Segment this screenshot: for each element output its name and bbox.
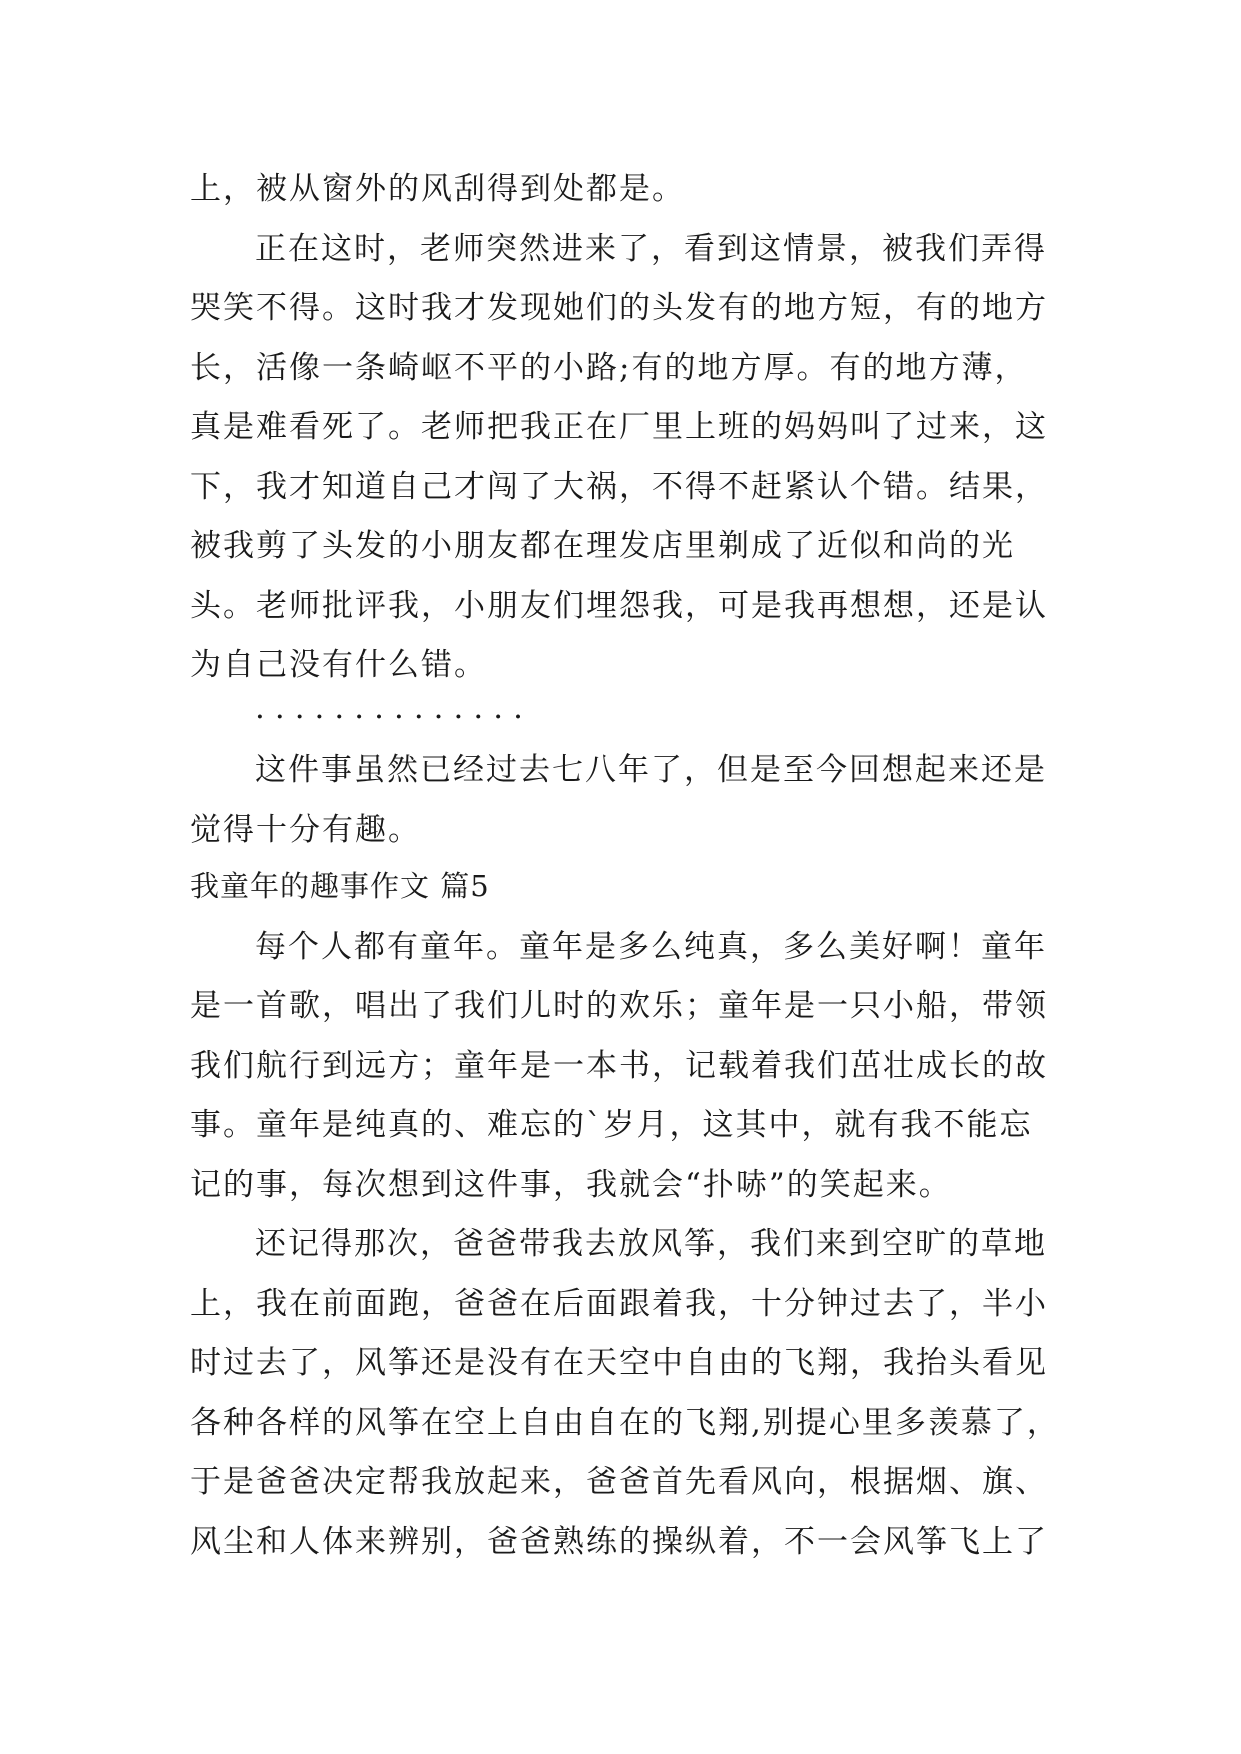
paragraph-line: 觉得十分有趣。 — [190, 812, 421, 848]
paragraph-line: 记的事，每次想到这件事，我就会“扑哧”的笑起来。 — [190, 1167, 952, 1203]
section-heading: 我童年的趣事作文 篇5 — [190, 869, 490, 903]
paragraph-line: 真是难看死了。老师把我正在厂里上班的妈妈叫了过来，这 — [190, 409, 1048, 445]
paragraph-line: 下，我才知道自己才闯了大祸，不得不赶紧认个错。结果， — [190, 469, 1048, 505]
paragraph-line: 长，活像一条崎岖不平的小路;有的地方厚。有的地方薄， — [190, 350, 1028, 386]
paragraph-line: 上，被从窗外的风刮得到处都是。 — [190, 171, 685, 207]
paragraph-line: 为自己没有什么错。 — [190, 647, 487, 683]
paragraph-line: 正在这时，老师突然进来了，看到这情景，被我们弄得 — [255, 231, 1047, 267]
paragraph-line: 每个人都有童年。童年是多么纯真，多么美好啊！童年 — [255, 929, 1047, 965]
paragraph-line: 这件事虽然已经过去七八年了，但是至今回想起来还是 — [255, 752, 1047, 788]
paragraph-line: 哭笑不得。这时我才发现她们的头发有的地方短，有的地方 — [190, 290, 1048, 326]
paragraph-line: 是一首歌，唱出了我们儿时的欢乐；童年是一只小船，带领 — [190, 988, 1048, 1024]
paragraph-line: 事。童年是纯真的、难忘的`岁月，这其中，就有我不能忘 — [190, 1107, 1033, 1143]
paragraph-line: 各种各样的风筝在空上自由自在的飞翔,别提心里多羡慕了， — [190, 1405, 1060, 1441]
paragraph-line: 还记得那次，爸爸带我去放风筝，我们来到空旷的草地 — [255, 1226, 1047, 1262]
paragraph-line: 时过去了，风筝还是没有在天空中自由的飞翔，我抬头看见 — [190, 1345, 1048, 1381]
paragraph-line: 头。老师批评我，小朋友们埋怨我，可是我再想想，还是认 — [190, 588, 1048, 624]
paragraph-line: 于是爸爸决定帮我放起来，爸爸首先看风向，根据烟、旗、 — [190, 1464, 1048, 1500]
ellipsis-divider: ·············· — [255, 699, 533, 735]
paragraph-line: 我们航行到远方；童年是一本书，记载着我们茁壮成长的故 — [190, 1048, 1048, 1084]
paragraph-line: 被我剪了头发的小朋友都在理发店里剃成了近似和尚的光 — [190, 528, 1015, 564]
paragraph-line: 风尘和人体来辨别，爸爸熟练的操纵着，不一会风筝飞上了 — [190, 1524, 1048, 1560]
paragraph-line: 上，我在前面跑，爸爸在后面跟着我，十分钟过去了，半小 — [190, 1286, 1048, 1322]
